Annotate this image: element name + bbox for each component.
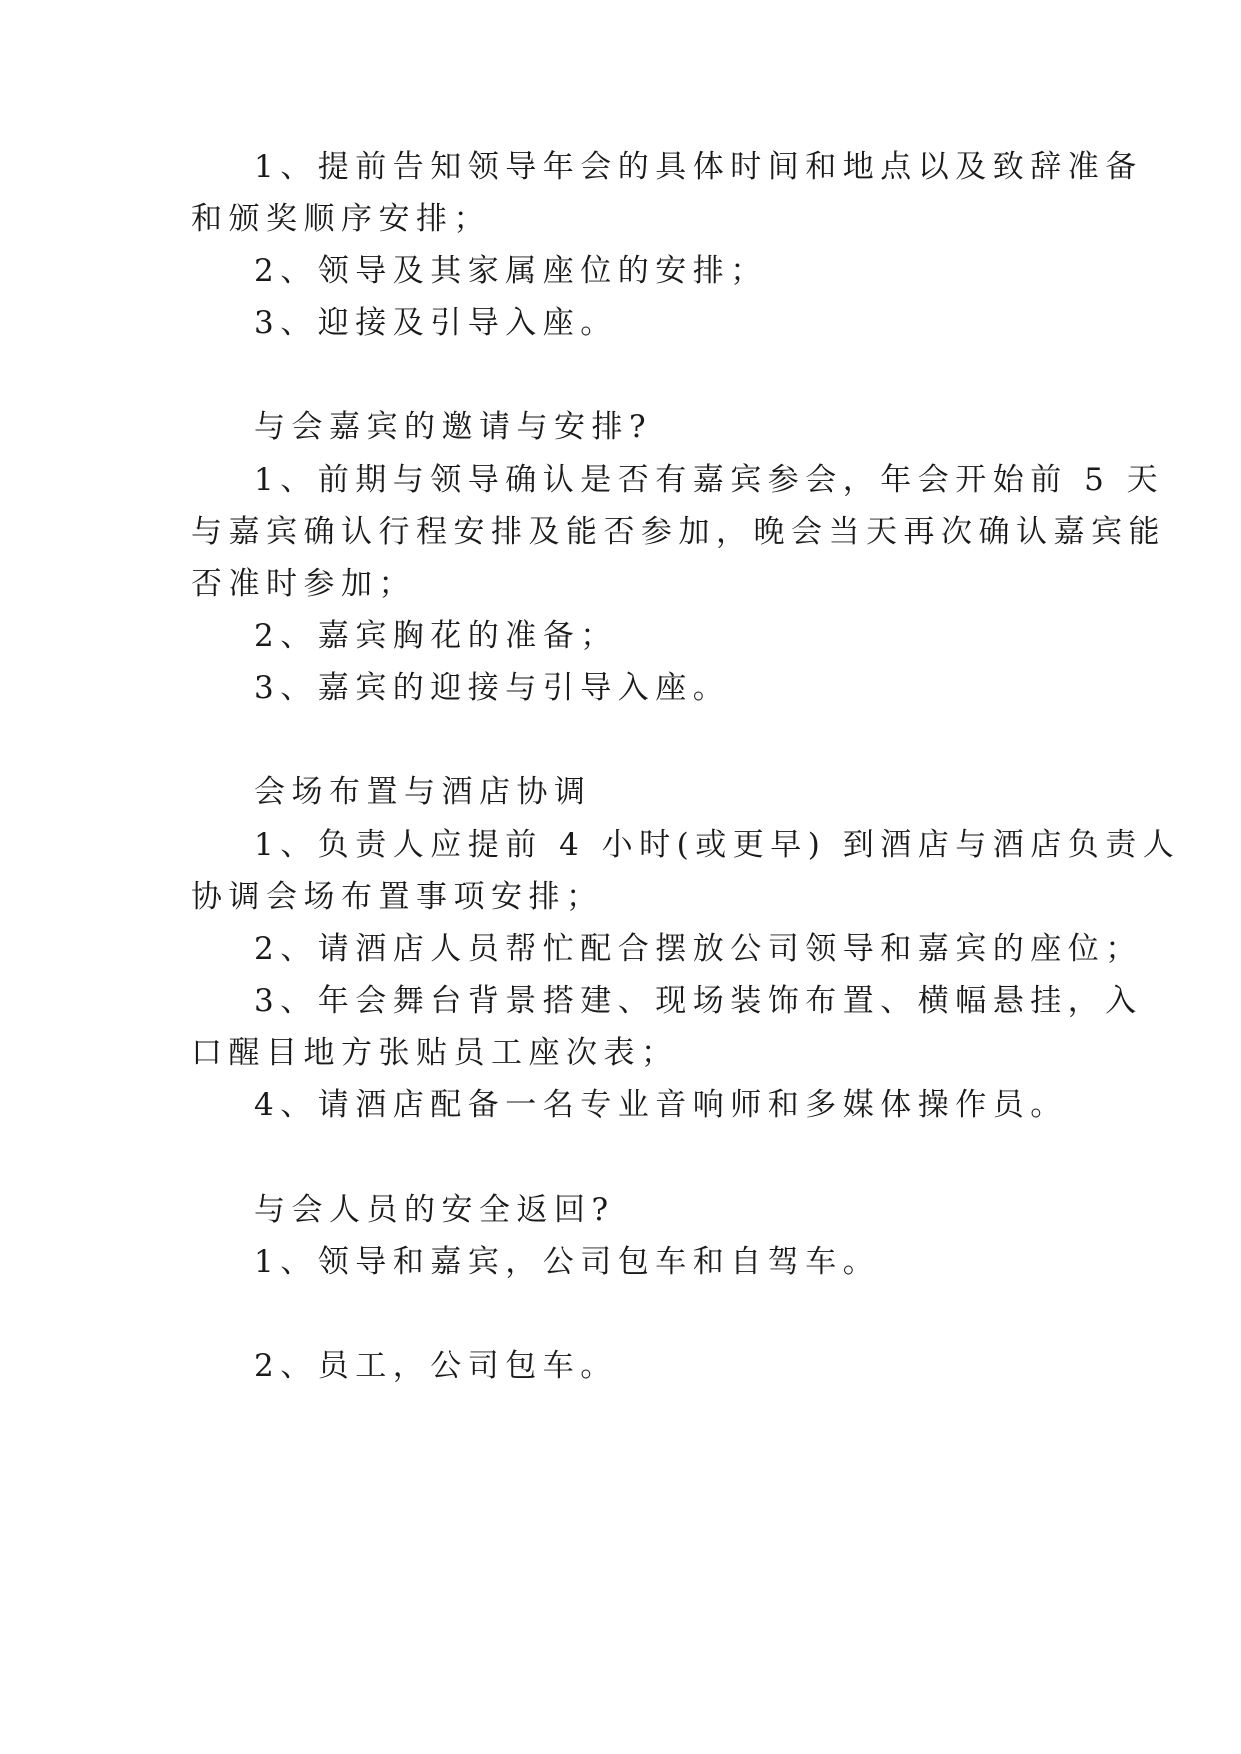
guests-item-2: 2、嘉宾胸花的准备； [254,618,618,654]
return-heading: 与会人员的安全返回? [254,1192,615,1228]
guests-heading: 与会嘉宾的邀请与安排? [254,409,653,445]
guests-item-3: 3、嘉宾的迎接与引导入座。 [254,670,731,706]
return-item-2: 2、员工，公司包车。 [254,1348,618,1384]
guests-item-1-line-3: 否准时参加； [191,566,416,602]
guests-item-1-line-2: 与嘉宾确认行程安排及能否参加，晚会当天再次确认嘉宾能 [191,514,1166,550]
intro-item-2: 2、领导及其家属座位的安排； [254,253,768,289]
intro-item-1-line-1: 1、提前告知领导年会的具体时间和地点以及致辞准备 [254,149,1143,185]
intro-item-3: 3、迎接及引导入座。 [254,305,618,341]
venue-item-4: 4、请酒店配备一名专业音响师和多媒体操作员。 [254,1087,1068,1123]
return-item-1: 1、领导和嘉宾，公司包车和自驾车。 [254,1244,881,1280]
venue-item-3-line-1: 3、年会舞台背景搭建、现场装饰布置、横幅悬挂，入 [254,983,1143,1019]
venue-heading: 会场布置与酒店协调 [254,774,592,810]
guests-item-1-line-1: 1、前期与领导确认是否有嘉宾参会，年会开始前 5 天 [254,462,1165,498]
venue-item-1-line-1: 1、负责人应提前 4 小时(或更早) 到酒店与酒店负责人 [254,827,1181,863]
venue-item-2: 2、请酒店人员帮忙配合摆放公司领导和嘉宾的座位； [254,931,1143,967]
intro-item-1-line-2: 和颁奖顺序安排； [191,201,491,237]
venue-item-1-line-2: 协调会场布置事项安排； [191,879,604,915]
venue-item-3-line-2: 口醒目地方张贴员工座次表； [191,1035,679,1071]
